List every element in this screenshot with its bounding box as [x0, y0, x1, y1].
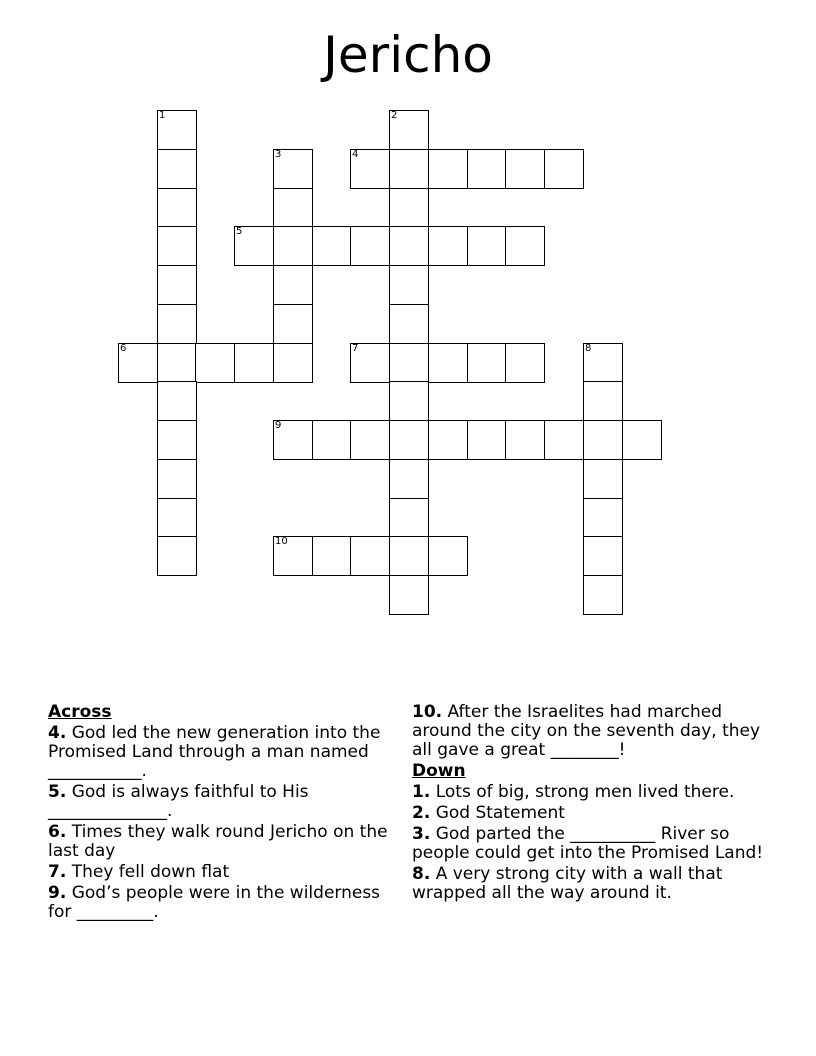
across-clue-9 — [48, 884, 388, 922]
grid-cell — [389, 149, 429, 189]
down-clue-1 — [412, 783, 768, 802]
grid-cell — [389, 226, 429, 266]
clue-text: They fell down flat — [71, 862, 230, 882]
clue-number: 7. — [48, 862, 67, 882]
clue-number-label: 1 — [159, 110, 166, 121]
grid-cell — [157, 420, 197, 460]
grid-cell — [157, 265, 197, 305]
clue-text: God’s people were in the wilderness for _________. — [48, 883, 381, 922]
grid-cell — [157, 149, 197, 189]
grid-cell — [234, 226, 274, 266]
down-clue-8 — [412, 865, 768, 903]
grid-cell — [118, 343, 158, 383]
clue-text: God parted the __________ River so people could get into the Promised Land! — [412, 824, 764, 863]
across-clue-5 — [48, 783, 388, 821]
grid-cell — [389, 265, 429, 305]
clue-text: God Statement — [435, 803, 565, 823]
grid-cell — [157, 110, 197, 150]
grid-cell — [389, 459, 429, 499]
clues-left-column — [48, 703, 388, 924]
clue-number-label: 10 — [275, 536, 288, 547]
grid-cell — [350, 420, 390, 460]
grid-cell — [157, 188, 197, 228]
grid-cell — [544, 149, 584, 189]
across-clue-10 — [412, 703, 768, 760]
grid-cell — [583, 459, 623, 499]
clue-number-label: 4 — [352, 149, 359, 160]
grid-cell — [273, 536, 313, 576]
clue-number: 8. — [412, 864, 431, 884]
grid-cell — [350, 149, 390, 189]
clues-right-column — [412, 703, 768, 905]
down-clue-3 — [412, 825, 768, 863]
clue-number: 2. — [412, 803, 431, 823]
grid-cell — [350, 226, 390, 266]
grid-cell — [312, 226, 352, 266]
grid-cell — [234, 343, 274, 383]
clue-number: 5. — [48, 782, 67, 802]
grid-cell — [157, 459, 197, 499]
grid-cell — [389, 575, 429, 615]
grid-cell — [505, 149, 545, 189]
grid-cell — [273, 343, 313, 383]
clue-number-label: 9 — [275, 420, 282, 431]
grid-cell — [157, 343, 197, 383]
grid-cell — [583, 536, 623, 576]
clue-number-label: 3 — [275, 149, 282, 160]
grid-cell — [622, 420, 662, 460]
grid-cell — [583, 498, 623, 538]
grid-cell — [389, 536, 429, 576]
grid-cell — [273, 226, 313, 266]
clue-number-label: 2 — [391, 110, 398, 121]
clue-number-label: 8 — [585, 343, 592, 354]
grid-cell — [157, 304, 197, 344]
grid-cell — [273, 149, 313, 189]
clue-text: God is always faithful to His ______________. — [48, 782, 309, 821]
grid-cell — [505, 343, 545, 383]
grid-cell — [273, 188, 313, 228]
clue-number: 1. — [412, 782, 431, 802]
grid-cell — [505, 226, 545, 266]
grid-cell — [467, 149, 507, 189]
clue-number-label: 5 — [236, 226, 243, 237]
grid-cell — [467, 420, 507, 460]
grid-cell — [583, 343, 623, 383]
grid-cell — [428, 226, 468, 266]
down-clue-2 — [412, 804, 768, 823]
grid-cell — [389, 381, 429, 421]
clue-number: 6. — [48, 822, 67, 842]
across-clue-6 — [48, 823, 388, 861]
grid-cell — [583, 575, 623, 615]
grid-cell — [350, 343, 390, 383]
clue-number: 3. — [412, 824, 431, 844]
grid-cell — [312, 420, 352, 460]
grid-cell — [157, 498, 197, 538]
grid-cell — [312, 536, 352, 576]
clue-number-label: 7 — [352, 343, 359, 354]
grid-cell — [273, 420, 313, 460]
clue-text: Times they walk round Jericho on the last day — [48, 822, 388, 861]
grid-cell — [350, 536, 390, 576]
clue-text: God led the new generation into the Promised Land through a man named ___________. — [48, 723, 381, 781]
grid-cell — [583, 381, 623, 421]
grid-cell — [428, 536, 468, 576]
grid-cell — [467, 343, 507, 383]
across-clue-7 — [48, 863, 388, 882]
grid-cell — [544, 420, 584, 460]
grid-cell — [389, 110, 429, 150]
across-clue-4 — [48, 724, 388, 781]
grid-cell — [583, 420, 623, 460]
clue-text: Lots of big, strong men lived there. — [435, 782, 735, 802]
grid-cell — [389, 498, 429, 538]
grid-cell — [389, 420, 429, 460]
grid-cell — [389, 343, 429, 383]
grid-cell — [389, 304, 429, 344]
grid-cell — [467, 226, 507, 266]
clue-number: 4. — [48, 723, 67, 743]
puzzle-title: Jericho — [323, 26, 493, 84]
clue-number: 10. — [412, 702, 443, 722]
clue-number-label: 6 — [120, 343, 127, 354]
grid-cell — [157, 226, 197, 266]
clue-text: After the Israelites had marched around the city on the seventh day, they all gave a great ________! — [412, 702, 761, 760]
down-heading: Down — [412, 761, 466, 781]
grid-cell — [273, 265, 313, 305]
grid-cell — [428, 149, 468, 189]
clue-number: 9. — [48, 883, 67, 903]
grid-cell — [428, 343, 468, 383]
grid-cell — [389, 188, 429, 228]
grid-cell — [157, 381, 197, 421]
grid-cell — [157, 536, 197, 576]
clue-text: A very strong city with a wall that wrapped all the way around it. — [412, 864, 723, 903]
grid-cell — [428, 420, 468, 460]
grid-cell — [273, 304, 313, 344]
across-heading: Across — [48, 702, 112, 722]
grid-cell — [505, 420, 545, 460]
grid-cell — [195, 343, 235, 383]
